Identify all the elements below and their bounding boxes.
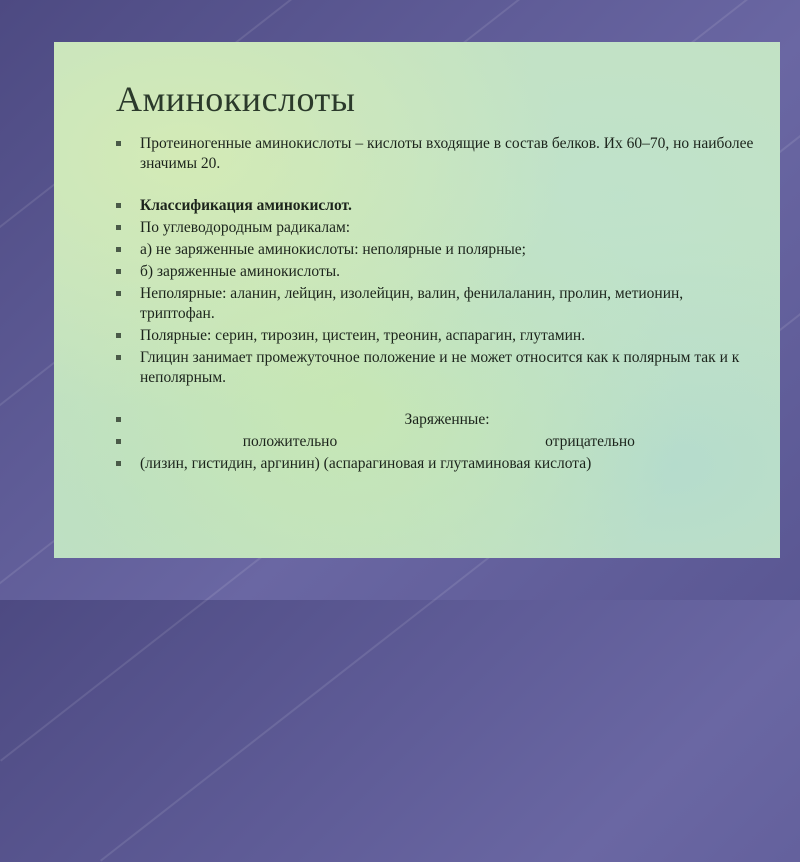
list-item: Глицин занимает промежуточное положение и не может относится как к полярным так и к неполярным. (114, 348, 754, 388)
bullet-icon (116, 291, 121, 296)
bullet-list (114, 134, 754, 476)
list-item: Заряженные: (114, 410, 754, 430)
bullet-icon (116, 461, 121, 466)
bullet-icon (116, 439, 121, 444)
list-item: (лизин, гистидин, аргинин) (аспарагиновая и глутаминовая кислота) (114, 454, 754, 474)
bullet-icon (116, 355, 121, 360)
list-item: а) не заряженные аминокислоты: неполярные и полярные; (114, 240, 754, 260)
bullet-icon (116, 203, 121, 208)
list-item: положительно отрицательно (114, 432, 754, 452)
list-item: Полярные: серин, тирозин, цистеин, треонин, аспарагин, глутамин. (114, 326, 754, 346)
list-item: По углеводородным радикалам: (114, 218, 754, 238)
bullet-icon (116, 333, 121, 338)
slide-title: Аминокислоты (116, 79, 356, 119)
list-item: б) заряженные аминокислоты. (114, 262, 754, 282)
slide-panel (54, 42, 780, 558)
bullet-icon (116, 247, 121, 252)
bullet-icon (116, 225, 121, 230)
list-item: Протеиногенные аминокислоты – кислоты входящие в состав белков. Их 60–70, но наиболее значимы 20. (114, 134, 754, 174)
bullet-icon (116, 269, 121, 274)
list-item: Классификация аминокислот. (114, 196, 754, 216)
bullet-icon (116, 417, 121, 422)
list-item: Неполярные: аланин, лейцин, изолейцин, валин, фенилаланин, пролин, метионин, триптофан. (114, 284, 754, 324)
bullet-icon (116, 141, 121, 146)
